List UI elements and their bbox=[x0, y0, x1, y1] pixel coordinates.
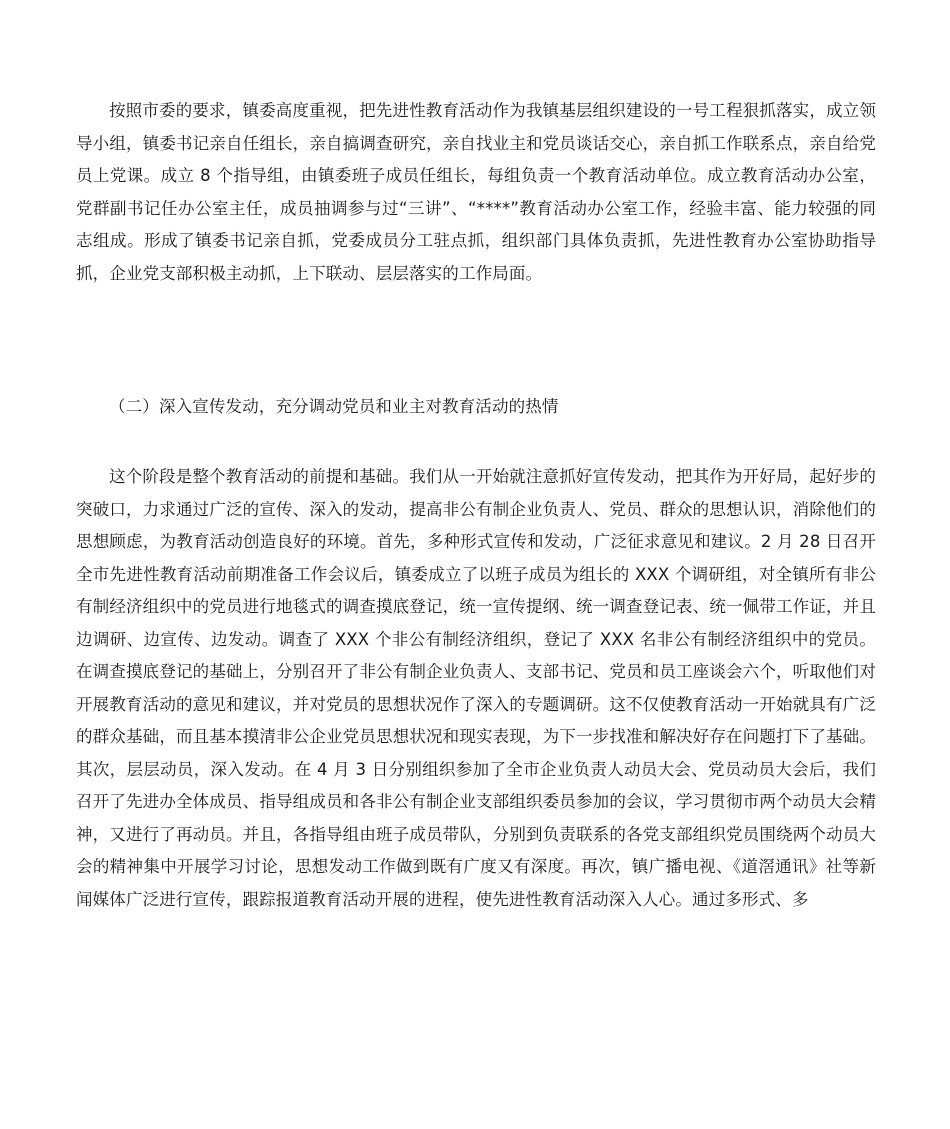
section-heading: （二）深入宣传发动，充分调动党员和业主对教育活动的热情 bbox=[109, 397, 559, 416]
body-paragraph-1: 按照市委的要求，镇委高度重视，把先进性教育活动作为我镇基层组织建设的一号工程狠抓落实，成立领导小组，镇委书记亲自任组长，亲自搞调查研究，亲自找业主和党员谈话交心，亲自抓工作联系点，亲自给党员上党课。成立 8 个指导组，由镇委班子成员任组长，每组负责一个教育活动单位。成立教育活动办公室，党群副书记任办公室主任，成员抽调参与过“三讲”、“****”教育活动办公室工作，经验丰富、能力较强的同志组成。形成了镇委书记亲自抓，党委成员分工驻点抓，组织部门具体负责抓，先进性教育办公室协助指导抓，企业党支部积极主动抓，上下联动、层层落实的工作局面。 bbox=[76, 101, 876, 283]
body-paragraph-2: 这个阶段是整个教育活动的前提和基础。我们从一开始就注意抓好宣传发动，把其作为开好局，起好步的突破口，力求通过广泛的宣传、深入的发动，提高非公有制企业负责人、党员、群众的思想认识，消除他们的思想顾虑，为教育活动创造良好的环境。首先，多种形式宣传和发动，广泛征求意见和建议。2 月 28 日召开全市先进性教育活动前期准备工作会议后，镇委成立了以班子成员为组长的 XXX 个调研组，对全镇所有非公有制经济组织中的党员进行地毯式的调查摸底登记，统一宣传提纲、统一调查登记表、统一佩带工作证，并且边调研、边宣传、边发动。调查了 XXX 个非公有制经济组织，登记了 XXX 名非公有制经济组织中的党员。在调查摸底登记的基础上，分别召开了非公有制企业负责人、支部书记、党员和员工座谈会六个，听取他们对开展教育活动的意见和建议，并对党员的思想状况作了深入的专题调研。这不仅使教育活动一开始就具有广泛的群众基础，而且基本摸清非公企业党员思想状况和现实表现，为下一步找准和解决好存在问题打下了基础。其次，层层动员，深入发动。在 4 月 3 日分别组织参加了全市企业负责人动员大会、党员动员大会后，我们召开了先进办全体成员、指导组成员和各非公有制企业支部组织委员参加的会议，学习贯彻市两个动员大会精神，又进行了再动员。并且，各指导组由班子成员带队，分别到负责联系的各党支部组织党员围绕两个动员大会的精神集中开展学习讨论，思想发动工作做到既有广度又有深度。再次，镇广播电视、《道滘通讯》社等新闻媒体广泛进行宣传，跟踪报道教育活动开展的进程，使先进性教育活动深入人心。通过多形式、多 bbox=[76, 467, 876, 909]
